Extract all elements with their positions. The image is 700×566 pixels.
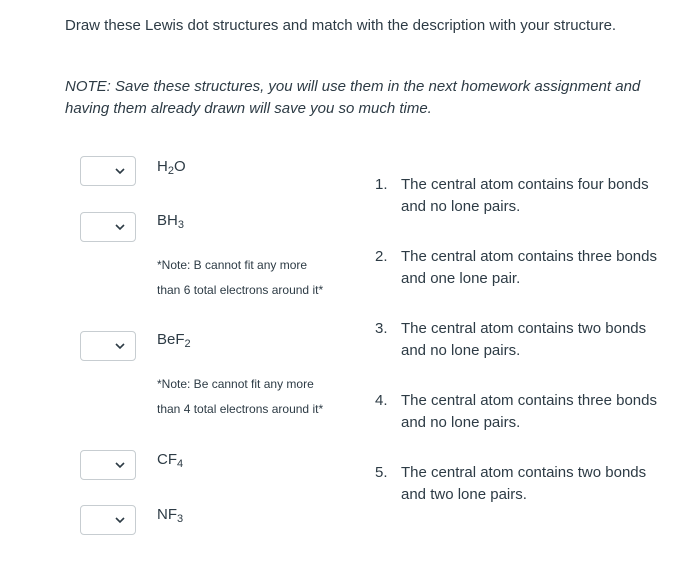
answer-select-bef2[interactable] — [80, 331, 136, 361]
chevron-down-icon — [115, 164, 125, 178]
bh3-note: *Note: B cannot fit any more than 6 total electrons around it* — [157, 258, 324, 297]
formula-bef2: BeF$_2$ — [157, 331, 191, 350]
answer-option-5 — [375, 462, 675, 506]
answer-text: The central atom contains two bonds and two lone pairs. — [401, 464, 647, 503]
answer-number: 3. — [375, 320, 388, 337]
answer-number: 5. — [375, 464, 388, 481]
answer-select-cf4[interactable] — [80, 450, 136, 480]
answer-option-1 — [375, 174, 675, 218]
bef2-note: *Note: Be cannot fit any more than 4 total electrons around it* — [157, 377, 324, 416]
question-intro: Draw these Lewis dot structures and match with the description with your structure. — [65, 17, 617, 34]
answer-select-bh3[interactable] — [80, 212, 136, 242]
answer-text: The central atom contains four bonds and no lone pairs. — [401, 176, 649, 215]
chevron-down-icon — [115, 220, 125, 234]
chevron-down-icon — [115, 339, 125, 353]
question-note: NOTE: Save these structures, you will use them in the next homework assignment and having them already drawn will save you so much time. — [65, 78, 641, 117]
answer-number: 1. — [375, 176, 388, 193]
formula-h2o: $H_2O$ — [157, 158, 186, 177]
answer-option-2 — [375, 246, 675, 290]
formula-nf3: $NF_3$ — [157, 506, 184, 525]
answer-option-4 — [375, 390, 675, 434]
answer-select-h2o[interactable] — [80, 156, 136, 186]
answer-select-nf3[interactable] — [80, 505, 136, 535]
chevron-down-icon — [115, 513, 125, 527]
answer-number: 2. — [375, 248, 388, 265]
answer-text: The central atom contains three bonds and no lone pairs. — [401, 392, 657, 431]
answer-list — [375, 174, 675, 534]
answer-number: 4. — [375, 392, 388, 409]
answer-option-3 — [375, 318, 675, 362]
formula-bh3: $BH_3$ — [157, 212, 184, 231]
formula-cf4: $CF_4$ — [157, 451, 184, 470]
chevron-down-icon — [115, 458, 125, 472]
answer-text: The central atom contains three bonds and one lone pair. — [401, 248, 657, 287]
answer-text: The central atom contains two bonds and no lone pairs. — [401, 320, 647, 359]
